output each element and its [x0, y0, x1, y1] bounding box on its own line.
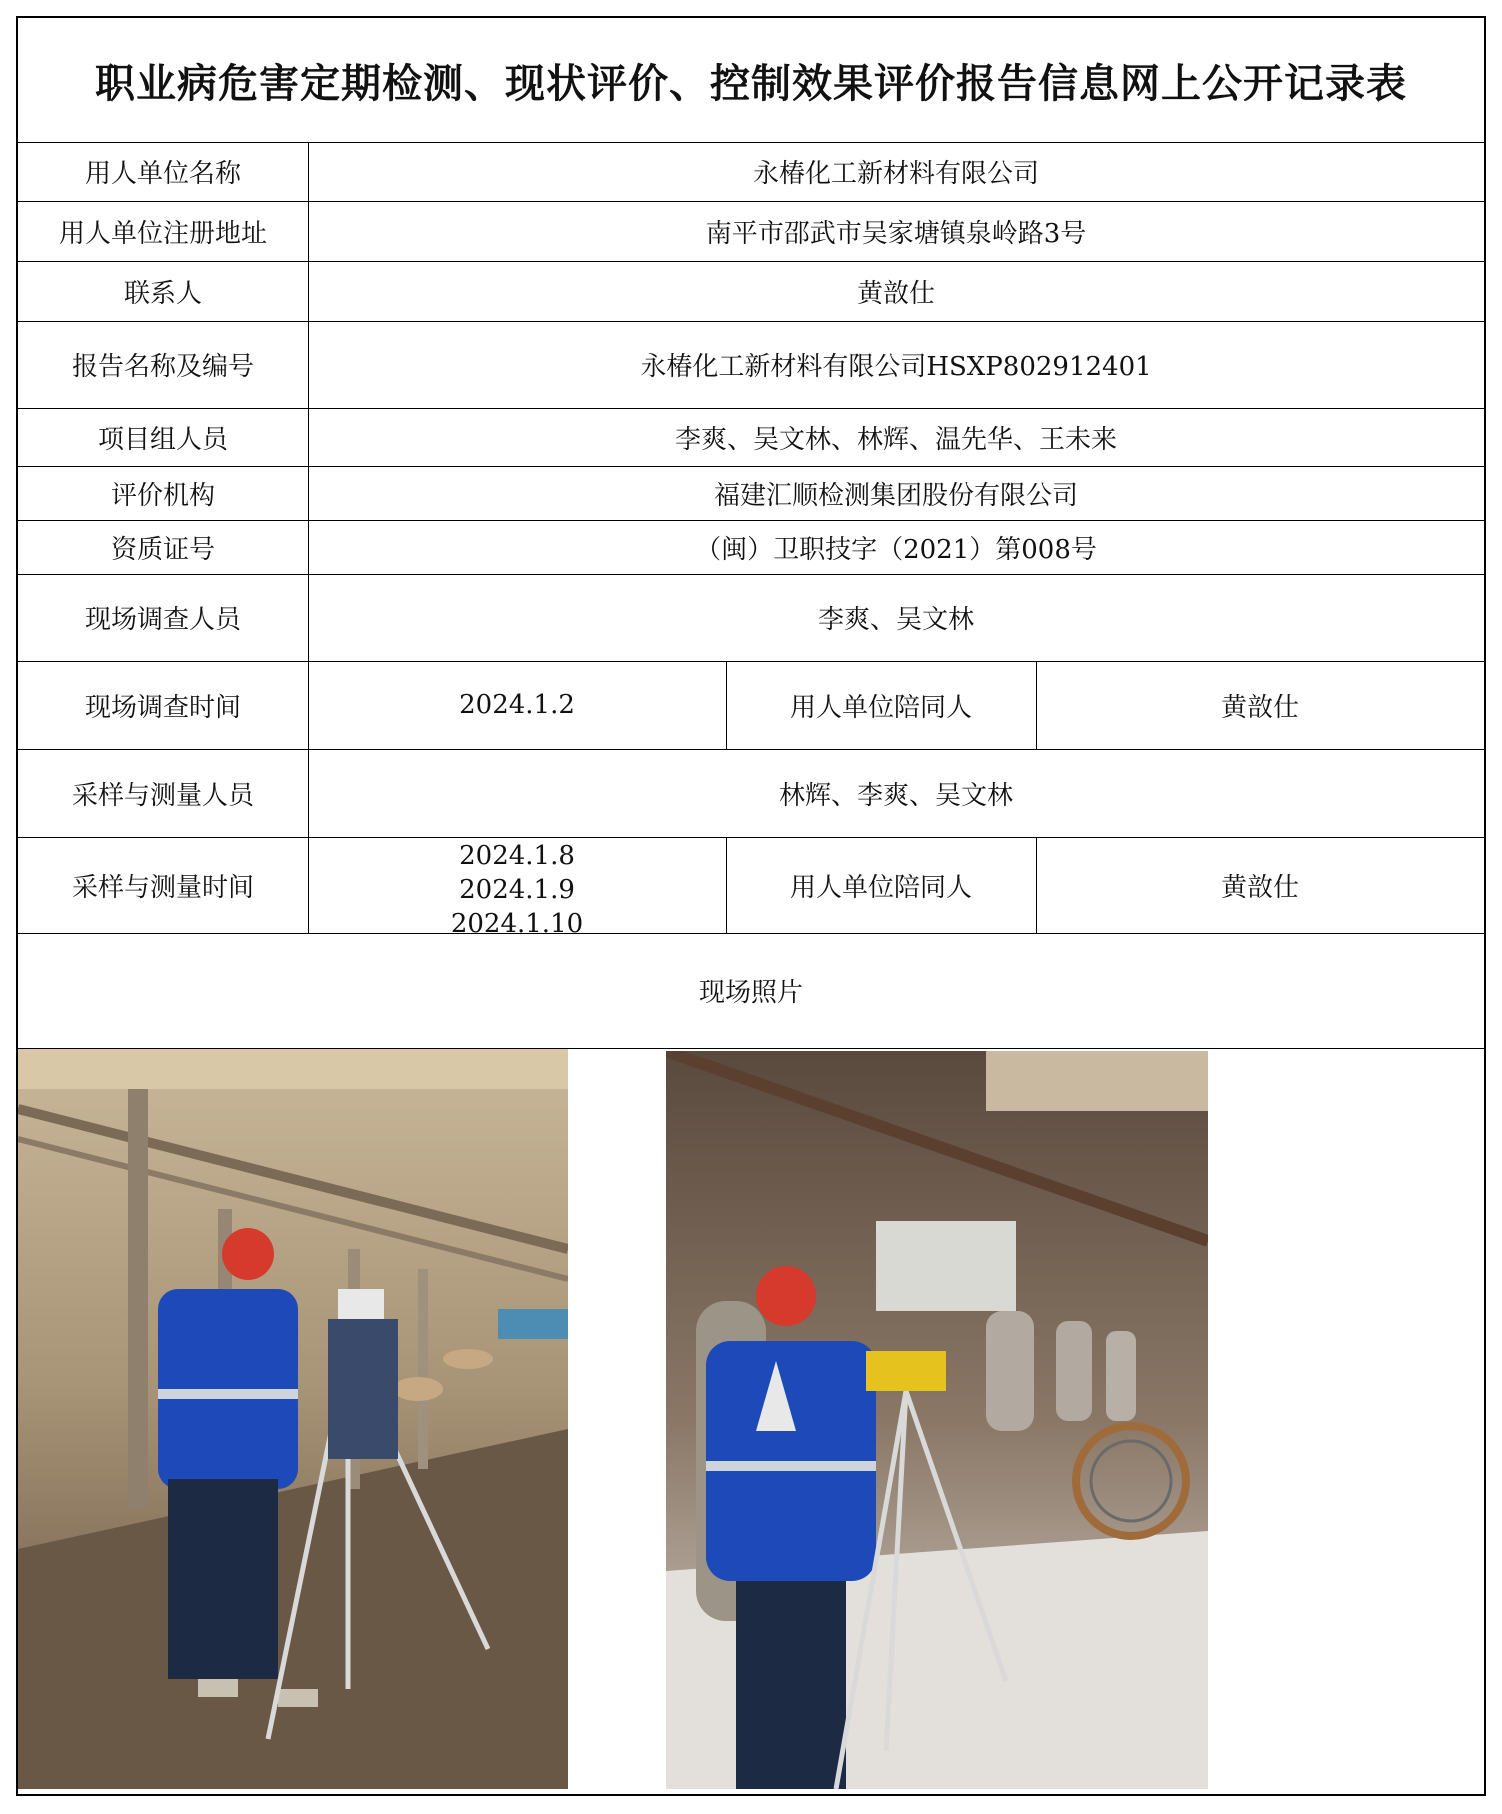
sampling-companion-value: 黄敨仕: [1220, 872, 1299, 903]
evaluator-value: 福建汇顺检测集团股份有限公司: [713, 480, 1078, 511]
photos-label: 现场照片: [698, 978, 803, 1008]
sampling-date: 2024.1.8: [459, 841, 575, 871]
survey-staff-value: 李爽、吴文林: [817, 605, 974, 635]
survey-staff-label: 现场调查人员: [84, 605, 241, 635]
site-photo-2-image: [666, 1051, 1208, 1789]
evaluator-label: 评价机构: [110, 480, 215, 511]
project-members-value: 李爽、吴文林、林辉、温先华、王未来: [674, 424, 1117, 455]
certificate-label: 资质证号: [110, 534, 215, 565]
site-photo-1-image: [18, 1049, 568, 1789]
sampling-date: 2024.1.10: [450, 909, 584, 933]
report-name-label: 报告名称及编号: [71, 352, 254, 382]
sampling-dates: [308, 837, 726, 933]
certificate-value: （闽）卫职技字（2021）第008号: [695, 534, 1097, 565]
sampling-time-label: 采样与测量时间: [71, 872, 254, 903]
survey-companion-value: 黄敨仕: [1220, 692, 1299, 723]
report-name-value: 永椿化工新材料有限公司HSXP802912401: [640, 352, 1152, 382]
record-sheet: [16, 16, 1486, 1796]
site-photo-2: [666, 1051, 1208, 1789]
project-members-label: 项目组人员: [97, 424, 228, 455]
sampling-companion-label: 用人单位陪同人: [789, 872, 972, 903]
site-photo-1: [18, 1049, 568, 1789]
sampling-staff-value: 林辉、李爽、吴文林: [778, 780, 1013, 811]
survey-companion-label: 用人单位陪同人: [789, 692, 972, 723]
sampling-date: 2024.1.9: [459, 875, 575, 905]
employer-address-label: 用人单位注册地址: [58, 218, 267, 249]
sampling-staff-label: 采样与测量人员: [71, 780, 254, 811]
employer-name-value: 永椿化工新材料有限公司: [752, 159, 1039, 189]
employer-name-label: 用人单位名称: [84, 159, 241, 189]
employer-address-value: 南平市邵武市吴家塘镇泉岭路3号: [705, 218, 1087, 249]
contact-value: 黄敨仕: [856, 278, 935, 309]
survey-time-label: 现场调查时间: [84, 692, 241, 723]
survey-time-value: 2024.1.2: [459, 690, 575, 720]
contact-label: 联系人: [123, 278, 202, 309]
page-title: 职业病危害定期检测、现状评价、控制效果评价报告信息网上公开记录表: [18, 18, 1484, 143]
